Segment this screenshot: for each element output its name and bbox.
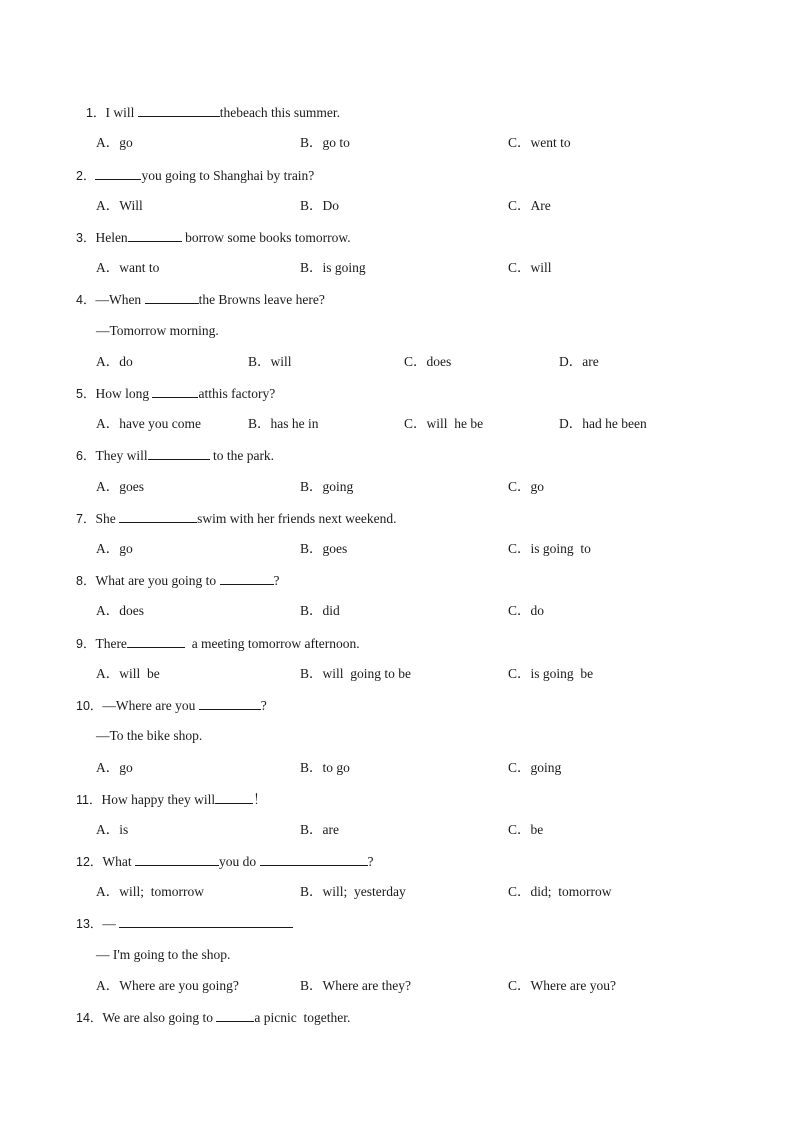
- question-5: 5．How long atthis factory?: [76, 386, 276, 401]
- answer-blank[interactable]: [138, 104, 220, 117]
- option-a[interactable]: A．Will: [96, 198, 143, 213]
- question-9: 9．There a meeting tomorrow afternoon.: [76, 636, 360, 651]
- option-c[interactable]: C．be: [508, 822, 544, 837]
- option-b[interactable]: B．has he in: [248, 416, 319, 431]
- option-c[interactable]: C．does: [404, 354, 452, 369]
- option-b[interactable]: B．is going: [300, 260, 366, 275]
- answer-blank[interactable]: [148, 447, 210, 460]
- question-6: 6．They will to the park.: [76, 448, 275, 463]
- option-c[interactable]: C．is going be: [508, 666, 594, 681]
- option-a[interactable]: A．do: [96, 354, 133, 369]
- option-c[interactable]: C．going: [508, 760, 562, 775]
- answer-blank[interactable]: [128, 229, 182, 242]
- option-c[interactable]: C．is going to: [508, 541, 591, 556]
- answer-blank[interactable]: [145, 291, 199, 304]
- option-a[interactable]: A．go: [96, 760, 133, 775]
- option-c[interactable]: C．do: [508, 603, 545, 618]
- option-b[interactable]: B．will: [248, 354, 292, 369]
- option-b[interactable]: B．to go: [300, 760, 350, 775]
- option-b[interactable]: B．will going to be: [300, 666, 411, 681]
- question-13: 13．—: [76, 915, 293, 932]
- option-a[interactable]: A．have you come: [96, 416, 201, 431]
- dialogue-reply: — I'm going to the shop.: [96, 947, 231, 962]
- question-7: 7．She swim with her friends next weekend.: [76, 511, 397, 526]
- option-a[interactable]: A．will; tomorrow: [96, 884, 204, 899]
- option-a[interactable]: A．will be: [96, 666, 160, 681]
- option-b[interactable]: B．are: [300, 822, 339, 837]
- option-a[interactable]: A．want to: [96, 260, 160, 275]
- question-4: 4．—When the Browns leave here?: [76, 292, 325, 307]
- question-11: 11．How happy they will ！: [76, 792, 267, 807]
- answer-blank[interactable]: [127, 635, 185, 648]
- option-a[interactable]: A．goes: [96, 479, 144, 494]
- option-a[interactable]: A．go: [96, 541, 133, 556]
- question-3: 3．Helen borrow some books tomorrow.: [76, 230, 351, 245]
- answer-blank[interactable]: [95, 167, 141, 180]
- option-a[interactable]: A．Where are you going?: [96, 978, 239, 993]
- option-b[interactable]: B．will; yesterday: [300, 884, 406, 899]
- answer-blank[interactable]: [119, 510, 197, 523]
- option-c[interactable]: C．go: [508, 479, 545, 494]
- option-b[interactable]: B．going: [300, 479, 354, 494]
- answer-blank[interactable]: [135, 853, 219, 866]
- answer-blank[interactable]: [215, 791, 253, 804]
- option-b[interactable]: B．Where are they?: [300, 978, 411, 993]
- option-c[interactable]: C．Where are you?: [508, 978, 616, 993]
- option-c[interactable]: C．went to: [508, 135, 571, 150]
- answer-blank[interactable]: [152, 385, 198, 398]
- option-b[interactable]: B．go to: [300, 135, 350, 150]
- question-1: 1．I will thebeach this summer.: [86, 105, 341, 120]
- option-d[interactable]: D．are: [559, 354, 599, 369]
- option-c[interactable]: C．Are: [508, 198, 551, 213]
- dialogue-reply: —Tomorrow morning.: [96, 323, 219, 338]
- answer-blank[interactable]: [260, 853, 368, 866]
- answer-blank[interactable]: [119, 915, 293, 928]
- option-b[interactable]: B．Do: [300, 198, 340, 213]
- question-12: 12．What you do ?: [76, 854, 374, 869]
- dialogue-reply: —To the bike shop.: [96, 728, 203, 743]
- option-a[interactable]: A．does: [96, 603, 144, 618]
- question-8: 8．What are you going to ?: [76, 573, 280, 588]
- option-b[interactable]: B．goes: [300, 541, 348, 556]
- option-a[interactable]: A．go: [96, 135, 133, 150]
- option-b[interactable]: B．did: [300, 603, 340, 618]
- option-a[interactable]: A．is: [96, 822, 129, 837]
- question-10: 10．—Where are you ?: [76, 698, 267, 713]
- option-c[interactable]: C．did; tomorrow: [508, 884, 612, 899]
- option-c[interactable]: C．will he be: [404, 416, 484, 431]
- answer-blank[interactable]: [220, 572, 274, 585]
- answer-blank[interactable]: [216, 1009, 254, 1022]
- option-d[interactable]: D．had he been: [559, 416, 647, 431]
- answer-blank[interactable]: [199, 697, 261, 710]
- question-2: 2． you going to Shanghai by train?: [76, 168, 315, 183]
- option-c[interactable]: C．will: [508, 260, 552, 275]
- question-14: 14．We are also going to a picnic together.: [76, 1010, 351, 1025]
